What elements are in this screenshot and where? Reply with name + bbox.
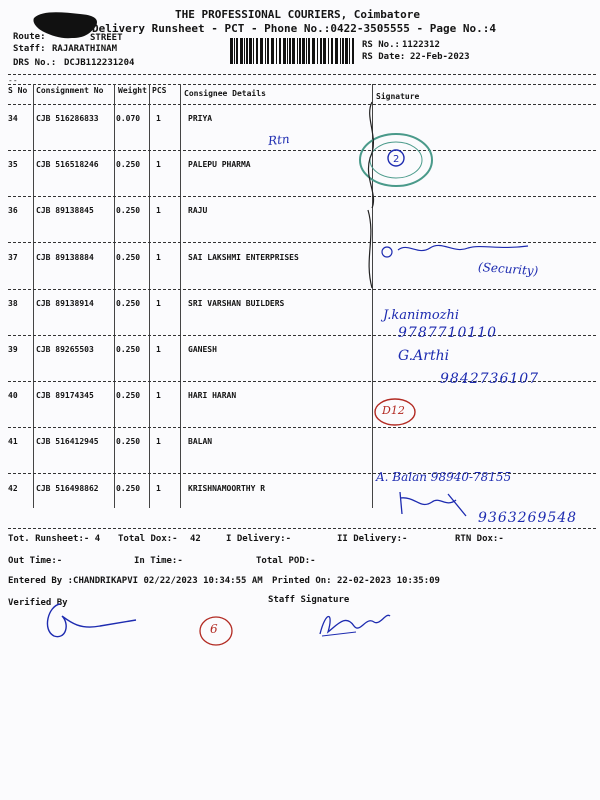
rs-no-value: 1122312 — [402, 40, 440, 50]
row-consignment: CJB 516412945 — [36, 437, 99, 446]
row-consignee: KRISHNAMOORTHY R — [188, 484, 266, 493]
handwritten-rtn: Rtn — [267, 131, 291, 149]
row-weight: 0.250 — [116, 391, 141, 400]
row-weight: 0.250 — [116, 253, 141, 262]
col-header-consignee: Consignee Details — [184, 89, 266, 98]
row-consignee: PALEPU PHARMA — [188, 160, 251, 169]
total-dox-value: 42 — [190, 534, 201, 544]
row-sno: 41 — [8, 437, 18, 446]
col-header-weight: Weight — [118, 86, 147, 95]
row-consignment: CJB 516498862 — [36, 484, 99, 493]
row-pcs: 1 — [156, 206, 161, 215]
handwritten-circled-number: 6 — [210, 622, 218, 636]
ii-delivery: II Delivery:- — [337, 534, 408, 544]
staff-value: RAJARATHINAM — [52, 44, 118, 54]
verified-by-label: Verified By — [8, 598, 68, 608]
handwritten-phone-39: 9842736107 — [440, 371, 540, 387]
rtn-dox: RTN Dox:- — [455, 534, 504, 544]
row-weight: 0.250 — [116, 484, 141, 493]
row-consignment: CJB 89138914 — [36, 299, 94, 308]
printed-on: Printed On: 22-02-2023 10:35:09 — [272, 576, 440, 586]
row-consignment: CJB 516286833 — [36, 114, 99, 123]
row-consignment: CJB 89138884 — [36, 253, 94, 262]
col-header-pcs: PCS — [152, 86, 167, 95]
handwritten-phone-42: 9363269548 — [478, 510, 578, 526]
handwritten-balan: A. Balan 98940-78155 — [376, 470, 512, 484]
staff-label: Staff: — [13, 44, 46, 54]
row-consignment: CJB 89138845 — [36, 206, 94, 215]
row-pcs: 1 — [156, 160, 161, 169]
i-delivery: I Delivery:- — [226, 534, 292, 544]
table-bottom-rule — [8, 528, 596, 529]
barcode-image — [230, 38, 355, 64]
row-sno: 37 — [8, 253, 18, 262]
row-weight: 0.250 — [116, 299, 141, 308]
row-sno: 38 — [8, 299, 18, 308]
row-weight: 0.250 — [116, 160, 141, 169]
tot-runsheet: Tot. Runsheet:- 4 — [8, 534, 101, 544]
handwritten-security: (Security) — [477, 259, 539, 279]
row-separator — [8, 427, 596, 428]
out-time: Out Time:- — [8, 556, 63, 566]
row-sno: 36 — [8, 206, 18, 215]
table-header-rule-top — [8, 84, 596, 85]
rs-date-label: RS Date: — [362, 52, 406, 62]
row-weight: 0.250 — [116, 206, 141, 215]
row-consignee: GANESH — [188, 345, 217, 354]
row-weight: 0.070 — [116, 114, 141, 123]
rs-no-label: RS No.: — [362, 40, 400, 50]
row-separator — [8, 335, 596, 336]
row-pcs: 1 — [156, 253, 161, 262]
route-label: Route: — [13, 32, 46, 42]
row-consignee: BALAN — [188, 437, 213, 446]
col-header-signature: Signature — [376, 92, 420, 101]
row-consignment: CJB 516518246 — [36, 160, 99, 169]
row-consignment: CJB 89265503 — [36, 345, 94, 354]
row-pcs: 1 — [156, 345, 161, 354]
row-consignee: PRIYA — [188, 114, 213, 123]
row-consignee: SRI VARSHAN BUILDERS — [188, 299, 285, 308]
handwritten-name-39: G.Arthi — [398, 348, 450, 364]
row-pcs: 1 — [156, 299, 161, 308]
col-header-sno: S No — [8, 86, 28, 95]
row-sno: 35 — [8, 160, 18, 169]
table-top-rule — [8, 74, 596, 75]
handwritten-dl: D12 — [382, 404, 405, 417]
staff-signature-label: Staff Signature — [268, 595, 350, 605]
row-sno: 34 — [8, 114, 18, 123]
row-pcs: 1 — [156, 391, 161, 400]
row-separator — [8, 150, 596, 151]
row-pcs: 1 — [156, 114, 161, 123]
svg-text:2: 2 — [393, 154, 400, 165]
drs-label: DRS No.: — [13, 58, 57, 68]
row-pcs: 1 — [156, 437, 161, 446]
total-dox-label: Total Dox:- — [118, 534, 178, 544]
row-separator — [8, 289, 596, 290]
row-pcs: 1 — [156, 484, 161, 493]
entered-by: Entered By :CHANDRIKAPVI 02/22/2023 10:34:55 AM — [8, 576, 263, 586]
total-pod: Total POD:- — [256, 556, 316, 566]
row-sno: 39 — [8, 345, 18, 354]
in-time: In Time:- — [134, 556, 183, 566]
signature-scribble-vertical — [360, 98, 390, 298]
handwritten-phone-38: 9787710110 — [398, 325, 498, 341]
company-name: THE PROFESSIONAL COURIERS, Coimbatore — [175, 8, 421, 21]
row-consignee: SAI LAKSHMI ENTERPRISES — [188, 253, 299, 262]
row-weight: 0.250 — [116, 437, 141, 446]
row-consignee: HARI HARAN — [188, 391, 237, 400]
verifier-signature — [40, 600, 140, 644]
col-header-consignment: Consignment No — [36, 86, 104, 95]
signature-42 — [396, 488, 476, 518]
row-sno: 42 — [8, 484, 18, 493]
row-sno: 40 — [8, 391, 18, 400]
row-consignee: RAJU — [188, 206, 208, 215]
row-weight: 0.250 — [116, 345, 141, 354]
row-consignment: CJB 89174345 — [36, 391, 94, 400]
runsheet-title: Delivery Runsheet - PCT - Phone No.:0422-3505555 - Page No.:4 — [92, 22, 496, 35]
handwritten-name-38: J.kanimozhi — [383, 308, 460, 323]
route-value: STREET — [90, 33, 123, 43]
drs-value: DCJB112231204 — [64, 58, 135, 68]
table-header-rule-bottom — [8, 104, 596, 105]
row-separator — [8, 196, 596, 197]
rs-date-value: 22-Feb-2023 — [410, 52, 470, 62]
staff-signature — [316, 606, 392, 640]
